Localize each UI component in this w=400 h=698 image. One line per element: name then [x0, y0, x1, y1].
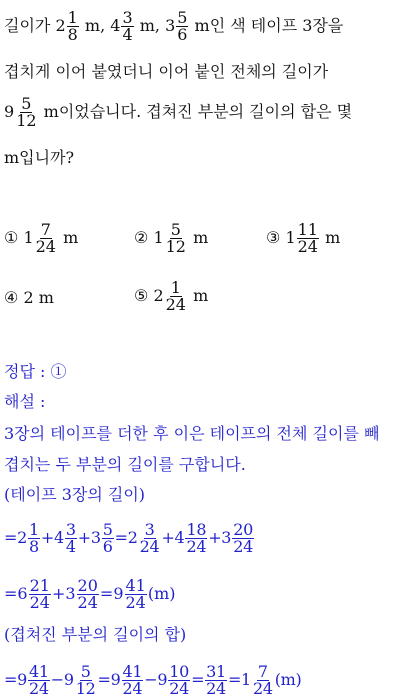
text: = [191, 670, 205, 689]
text: =2 [4, 528, 27, 547]
denominator: 24 [29, 679, 49, 698]
text: =2 [114, 528, 138, 547]
fraction [77, 578, 99, 611]
text: +3 [77, 528, 101, 547]
text: =6 [4, 584, 28, 603]
fraction [185, 522, 207, 555]
unit: m [325, 228, 341, 247]
numerator: 18 [186, 520, 207, 539]
choice-marker: ① [4, 228, 19, 247]
fraction [125, 578, 147, 611]
denominator: 24 [186, 537, 207, 556]
text: +3 [51, 584, 76, 603]
denominator: 24 [29, 593, 50, 612]
fraction [29, 578, 51, 611]
numerator: 41 [29, 662, 49, 681]
numerator: 5 [102, 520, 113, 539]
text: =9 [99, 584, 124, 603]
text: −9 [144, 670, 168, 689]
fraction [67, 10, 79, 43]
unit: m [63, 228, 79, 247]
numerator: 3 [144, 520, 155, 539]
text: m인 색 테이프 3장을 [194, 16, 344, 35]
fraction [139, 522, 161, 555]
text: −9 [50, 670, 74, 689]
numerator: 1 [67, 8, 78, 27]
choice-4[interactable] [4, 288, 54, 308]
unit: m [193, 228, 209, 247]
fraction [28, 664, 50, 697]
explanation-line-1: 3장의 테이프를 더한 후 이은 테이프의 전체 길이를 빼 [4, 424, 380, 443]
choice-marker: ③ [266, 228, 281, 247]
denominator: 12 [165, 237, 186, 256]
fraction [252, 664, 274, 697]
numerator: 5 [177, 8, 188, 27]
text: 1 [23, 228, 34, 247]
text: 9 [4, 102, 15, 121]
text: +3 [208, 528, 232, 547]
denominator: 8 [67, 25, 78, 44]
choice-2[interactable] [134, 222, 208, 255]
fraction [75, 664, 97, 697]
numerator: 5 [21, 94, 32, 113]
problem-line-3 [4, 96, 352, 129]
choice-5[interactable] [134, 280, 208, 313]
fraction [165, 222, 187, 255]
text: (m) [274, 670, 302, 689]
numerator: 11 [297, 220, 318, 239]
text: =1 [227, 670, 251, 689]
choice-marker: ② [134, 228, 149, 247]
fraction [297, 222, 319, 255]
unit: m [193, 286, 209, 305]
text: 길이가 2 [4, 16, 66, 35]
text: =9 [97, 670, 121, 689]
problem-line-2: 겹치게 이어 붙였더니 이어 붙인 전체의 길이가 [4, 62, 329, 81]
fraction [35, 222, 57, 255]
fraction [28, 522, 40, 555]
numerator: 41 [125, 576, 146, 595]
text: =9 [4, 670, 27, 689]
text: (m) [147, 584, 176, 603]
choice-3[interactable] [266, 222, 340, 255]
numerator: 5 [170, 220, 181, 239]
text: m이었습니다. 겹쳐진 부분의 길이의 합은 몇 [43, 102, 353, 121]
explanation-label: 해설 : [4, 392, 46, 411]
fraction [121, 10, 133, 43]
explanation-line-2: 겹치는 두 부분의 길이를 구합니다. [4, 455, 246, 474]
problem-line-1 [4, 10, 343, 43]
denominator: 24 [297, 237, 318, 256]
fraction [232, 522, 254, 555]
denominator: 24 [77, 593, 98, 612]
numerator: 7 [40, 220, 51, 239]
numerator: 3 [122, 8, 133, 27]
text: m, 3 [139, 16, 176, 35]
text: 1 [153, 228, 164, 247]
denominator: 24 [169, 679, 190, 698]
numerator: 20 [77, 576, 98, 595]
denominator: 24 [165, 295, 186, 314]
denominator: 4 [122, 25, 133, 44]
numerator: 20 [233, 520, 253, 539]
choice-marker: ④ [4, 288, 19, 307]
fraction [102, 522, 114, 555]
text: 2 [153, 286, 164, 305]
explanation-line-3: (테이프 3장의 길이) [4, 485, 146, 504]
numerator: 7 [257, 662, 268, 681]
numerator: 1 [29, 520, 39, 539]
denominator: 24 [122, 679, 143, 698]
fraction [205, 664, 227, 697]
text: m, 4 [84, 16, 121, 35]
denominator: 4 [65, 537, 76, 556]
numerator: 1 [170, 278, 181, 297]
denominator: 24 [206, 679, 226, 698]
denominator: 12 [75, 679, 96, 698]
equation-1 [4, 522, 255, 555]
fraction [165, 280, 187, 313]
denominator: 24 [125, 593, 146, 612]
denominator: 12 [16, 111, 37, 130]
denominator: 24 [35, 237, 56, 256]
numerator: 10 [169, 662, 190, 681]
text: +4 [40, 528, 64, 547]
denominator: 6 [102, 537, 113, 556]
numerator: 41 [122, 662, 143, 681]
fraction [65, 522, 77, 555]
numerator: 5 [80, 662, 91, 681]
numerator: 31 [206, 662, 226, 681]
denominator: 6 [177, 25, 188, 44]
fraction [122, 664, 144, 697]
denominator: 24 [252, 679, 273, 698]
problem-line-4: m입니까? [4, 148, 75, 167]
equation-2 [4, 578, 176, 611]
text: 1 [285, 228, 296, 247]
fraction [176, 10, 188, 43]
numerator: 21 [29, 576, 50, 595]
numerator: 3 [65, 520, 76, 539]
text: 2 m [23, 288, 54, 307]
choice-marker: ⑤ [134, 286, 149, 305]
equation-3 [4, 664, 301, 697]
fraction [168, 664, 190, 697]
denominator: 8 [29, 537, 39, 556]
denominator: 24 [233, 537, 253, 556]
explanation-line-4: (겹쳐진 부분의 길이의 합) [4, 625, 187, 644]
choice-1[interactable] [4, 222, 78, 255]
denominator: 24 [139, 537, 160, 556]
fraction [15, 96, 37, 129]
text: +4 [161, 528, 185, 547]
answer-label: 정답 : ① [4, 362, 67, 381]
